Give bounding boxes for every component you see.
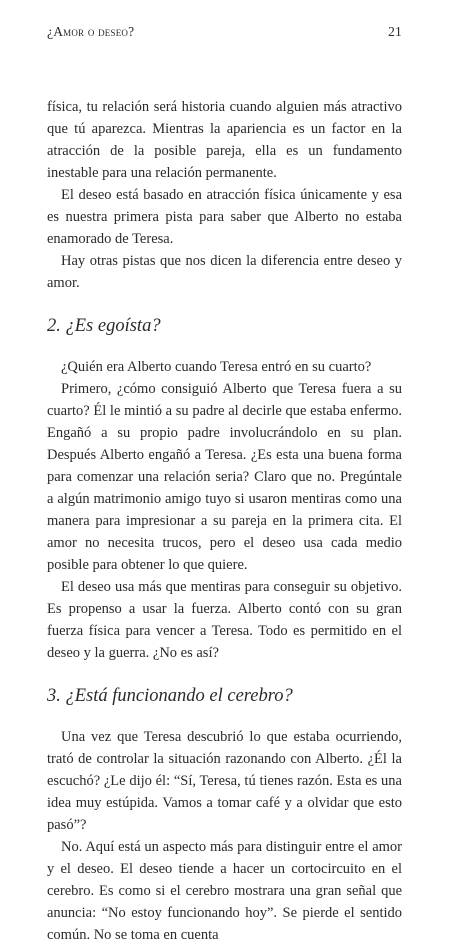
running-header	[47, 24, 402, 46]
paragraph-section2-2: Primero, ¿cómo consiguió Alberto que Teresa fuera a su cuarto? Él le mintió a su padre al decirle que estaba enfermo. Engañó a su propio padre involucrándolo en su plan. Después Alberto engañó a Teresa. ¿Es esta una buena forma para comenzar una relación seria? Claro que no. Pregúntale a algún matrimonio amigo tuyo si usaron mentiras como una manera para impresionar a su pareja en la primera cita. El amor no necesita trucos, pero el deseo usa cada medio posible para obtener lo que quiere.	[47, 381, 402, 573]
paragraph-intro-3: Hay otras pistas que nos dicen la diferencia entre deseo y amor.	[47, 253, 402, 291]
page-body	[47, 96, 402, 946]
paragraph-section2-1: ¿Quién era Alberto cuando Teresa entró en su cuarto?	[61, 359, 372, 375]
page-number: 21	[388, 24, 402, 39]
paragraph-section3-1: Una vez que Teresa descubrió lo que estaba ocurriendo, trató de controlar la situación razonando con Alberto. ¿Él la escuchó? ¿Le dijo él: “Sí, Teresa, tú tienes razón. Esta es una idea muy estúpida. Vamos a tomar café y a olvidar que esto pasó”?	[47, 729, 402, 833]
paragraph-section3-2: No. Aquí está un aspecto más para distinguir entre el amor y el deseo. El deseo tiende a hacer un cortocircuito en el cerebro. Es como si el cerebro mostrara una gran señal que anuncia: “No estoy funcionando hoy”. Se pierde el sentido común. No se toma en cuenta	[47, 839, 402, 943]
section-heading-2: 2. ¿Es egoísta?	[47, 316, 161, 336]
section-heading-3: 3. ¿Está funcionando el cerebro?	[47, 686, 293, 706]
paragraph-section2-3: El deseo usa más que mentiras para conseguir su objetivo. Es propenso a usar la fuerza. Alberto contó con su gran fuerza física para vencer a Teresa. Todo es permitido en el deseo y la guerra. ¿No es así?	[47, 579, 402, 661]
paragraph-intro-1: física, tu relación será historia cuando alguien más atractivo que tú aparezca. Mientras la apariencia es un factor en la atracción de la posible pareja, ella es un fundamento inestable para una relación permanente.	[47, 99, 402, 181]
paragraph-intro-2: El deseo está basado en atracción física únicamente y esa es nuestra primera pista para saber que Alberto no estaba enamorado de Teresa.	[47, 187, 402, 247]
running-title: ¿Amor o deseo?	[47, 24, 135, 39]
